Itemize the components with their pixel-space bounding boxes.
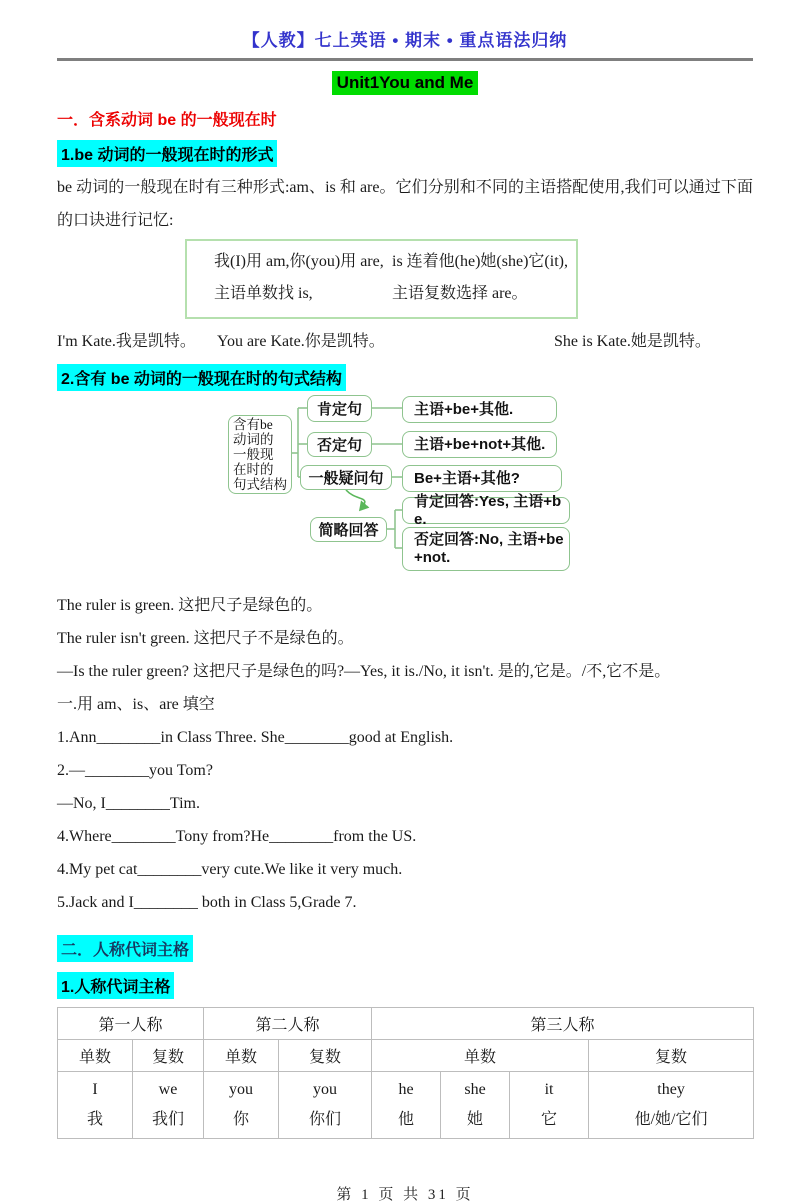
pronoun-zh: 你们 <box>309 1111 342 1128</box>
pronoun-en: they <box>657 1081 685 1098</box>
flowchart-negative-value: 主语+be+not+其他. <box>402 431 557 458</box>
sub-header-singular: 单数 <box>58 1040 133 1072</box>
section1-heading: 一．含系动词 be 的一般现在时 <box>57 112 277 129</box>
pronoun-en: we <box>158 1081 178 1098</box>
pronoun-cell-you-plural <box>279 1072 372 1139</box>
mnemonic-row-1 <box>214 246 576 278</box>
header-divider <box>57 58 753 61</box>
group-header-third-person: 第三人称 <box>372 1008 754 1040</box>
pronoun-en: you <box>313 1081 338 1098</box>
flowchart-root-line: 动词的 <box>233 432 274 447</box>
pronoun-en: I <box>92 1081 98 1098</box>
section2-sub1-row <box>57 962 753 999</box>
section2-heading: 二．人称代词主格 <box>57 935 193 962</box>
flowchart-answer-yes: 肯定回答:Yes, 主语+be. <box>402 497 570 524</box>
pronoun-table <box>57 1007 754 1139</box>
section1-sub1-heading: 1.be 动词的一般现在时的形式 <box>57 140 277 167</box>
section1-intro-paragraph: be 动词的一般现在时有三种形式:am、is 和 are。它们分别和不同的主语搭配使用,我们可以通过下面的口诀进行记忆: <box>57 179 753 229</box>
exercise-title: 一.用 am、is、are 填空 <box>57 696 215 713</box>
section1-sub2-heading: 2.含有 be 动词的一般现在时的句式结构 <box>57 364 346 391</box>
section2-sub1-heading: 1.人称代词主格 <box>57 972 174 999</box>
table-row-pronouns <box>58 1072 754 1139</box>
pronoun-en: you <box>229 1081 254 1098</box>
pronoun-cell-you-singular <box>204 1072 279 1139</box>
pronoun-cell-he <box>372 1072 441 1139</box>
pronoun-en: she <box>464 1081 486 1098</box>
mnemonic-r1c2: is 连着他(he)她(she)它(it), <box>392 253 568 270</box>
exercise-line-5: 4.My pet cat________very cute.We like it very much. <box>57 861 403 878</box>
section2-heading-row <box>57 925 753 962</box>
section1-sub2-row <box>57 364 753 391</box>
kate-example-line <box>57 328 753 351</box>
flowchart-question-label: 一般疑问句 <box>300 465 392 490</box>
pronoun-zh: 她 <box>467 1111 484 1128</box>
pronoun-en: it <box>544 1081 554 1098</box>
exercise-line-2: 2.—________you Tom? <box>57 762 213 779</box>
mnemonic-r1c1: 我(I)用 am,你(you)用 are, <box>214 253 384 270</box>
group-header-first-person: 第一人称 <box>58 1008 204 1040</box>
section1-sub1-row <box>57 130 753 167</box>
flowchart-root-line: 一般现 <box>233 447 274 462</box>
pronoun-cell-she <box>441 1072 510 1139</box>
ruler-example-block <box>57 589 753 919</box>
flowchart-affirmative-value: 主语+be+其他. <box>402 396 557 423</box>
pronoun-zh: 他/她/它们 <box>634 1111 708 1128</box>
flowchart-root-line: 含有be <box>233 417 273 432</box>
kate-example-3: She is Kate.她是凯特。 <box>554 333 711 350</box>
page-number-footer: 第 1 页 共 31 页 <box>336 1187 474 1203</box>
mnemonic-row-2 <box>214 278 576 310</box>
kate-example-1: I'm Kate.我是凯特。 <box>57 333 196 350</box>
document-header-title: 【人教】七上英语 • 期末 • 重点语法归纳 <box>242 31 568 50</box>
pronoun-zh: 我们 <box>152 1111 185 1128</box>
flowchart-answer-no: 否定回答:No, 主语+be+not. <box>402 527 570 571</box>
sub-header-singular: 单数 <box>204 1040 279 1072</box>
unit-title: Unit1You and Me <box>332 71 479 95</box>
pronoun-cell-they <box>589 1072 754 1139</box>
sub-header-plural: 复数 <box>589 1040 754 1072</box>
exercise-line-3: —No, I________Tim. <box>57 795 200 812</box>
sub-header-singular: 单数 <box>372 1040 589 1072</box>
table-row-person-groups <box>58 1008 754 1040</box>
pronoun-cell-we <box>133 1072 204 1139</box>
sub-header-plural: 复数 <box>133 1040 204 1072</box>
flowchart-negative-label: 否定句 <box>307 432 372 457</box>
mnemonic-r2c1: 主语单数找 is, <box>214 285 313 302</box>
pronoun-en: he <box>398 1081 414 1098</box>
exercise-line-4: 4.Where________Tony from?He________from the US. <box>57 828 417 845</box>
pronoun-zh: 它 <box>541 1111 558 1128</box>
pronoun-zh: 我 <box>86 1111 103 1128</box>
ruler-example-1: The ruler is green. 这把尺子是绿色的。 <box>57 597 323 614</box>
pronoun-cell-i <box>58 1072 133 1139</box>
flowchart-root-box <box>228 415 292 494</box>
pronoun-zh: 他 <box>398 1111 415 1128</box>
mnemonic-r2c2: 主语复数选择 are。 <box>392 285 528 302</box>
table-row-number-headers <box>58 1040 754 1072</box>
group-header-second-person: 第二人称 <box>204 1008 372 1040</box>
kate-example-2: You are Kate.你是凯特。 <box>217 333 385 350</box>
unit-title-row <box>57 71 753 95</box>
sub-header-plural: 复数 <box>279 1040 372 1072</box>
mnemonic-box <box>185 239 578 319</box>
flowchart-question-value: Be+主语+其他? <box>402 465 562 492</box>
flowchart-affirmative-label: 肯定句 <box>307 395 372 422</box>
flowchart-root-line: 在时的 <box>233 462 274 477</box>
pronoun-cell-it <box>510 1072 589 1139</box>
ruler-example-2: The ruler isn't green. 这把尺子不是绿色的。 <box>57 630 354 647</box>
pronoun-zh: 你 <box>233 1111 250 1128</box>
exercise-line-6: 5.Jack and I________ both in Class 5,Grade 7. <box>57 894 357 911</box>
sentence-structure-flowchart <box>57 395 753 579</box>
flowchart-root-line: 句式结构 <box>233 477 287 492</box>
ruler-example-3: —Is the ruler green? 这把尺子是绿色的吗?—Yes, it is./No, it isn't. 是的,它是。/不,它不是。 <box>57 663 671 680</box>
exercise-line-1: 1.Ann________in Class Three. She________good at English. <box>57 729 454 746</box>
flowchart-short-answer-label: 简略回答 <box>310 517 387 542</box>
